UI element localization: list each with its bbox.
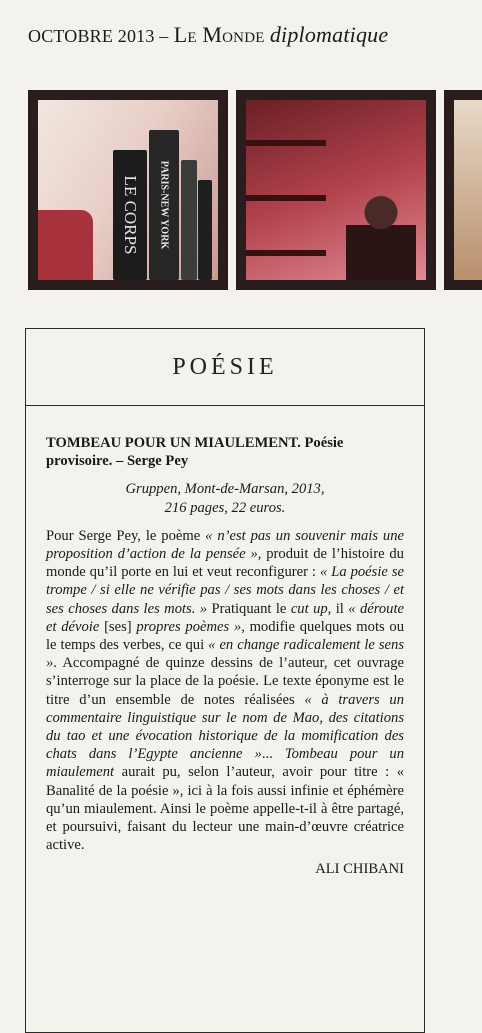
review-body	[26, 406, 424, 879]
photo-partial-image	[454, 100, 482, 280]
publication-info-line2: 216 pages, 22 euros.	[164, 499, 286, 516]
book-paris-new-york	[149, 130, 179, 280]
review-quote: « à travers un commentaire linguistique sur le nom de Mao, des citations du tao et une évocation historique de la momification des chats dans l’Egypte ancienne »	[46, 691, 404, 763]
publication-name: Le Monde	[173, 22, 265, 47]
review-segment: , modifie quelques mots ou le temps des verbes, ce qui	[46, 618, 404, 654]
review-segment: aurait pu, selon l’auteur, avoir pour titre : « Banalité de la poésie », ici à la fois aussi infinie et éphémère qu’un miaulement. Ainsi le poème appelle-t-il à être partagé, et poursuivi, faisant du lecteur une main-d’œuvre créatrice active.	[46, 764, 404, 854]
review-quote: « déroute et dévoie	[46, 600, 404, 635]
photo-partial	[444, 90, 482, 290]
review-quote: « n’est pas un souvenir mais une proposition d’action de la pensée »	[46, 527, 404, 563]
photo-person	[346, 190, 416, 280]
photo-shelf-image	[246, 100, 426, 280]
book-spine-title-2: PARIS-NEW YORK	[158, 160, 170, 250]
shelf	[246, 250, 326, 256]
book-le-corps	[113, 150, 147, 280]
book-title: TOMBEAU POUR UN MIAULEMENT. Poésie provisoire. – Serge Pey	[46, 435, 344, 470]
review-segment: Pratiquant le	[207, 600, 291, 617]
review-quote: propres poèmes »	[136, 618, 242, 635]
review-segment: , produit de l’histoire du monde qu’il porte en lui et veut reconfigurer :	[46, 546, 404, 581]
review-author: ALI CHIBANI	[315, 861, 404, 878]
photo-books-image	[38, 100, 218, 280]
book-spine-title-1: LE CORPS	[121, 175, 140, 255]
book-spine	[198, 180, 212, 280]
publication-info-line1: Gruppen, Mont-de-Marsan, 2013,	[125, 481, 325, 498]
review-quote: « La poésie se trompe / si elle ne vérifie pas / ses mots dans les choses / et ses choses dans les mots. »	[46, 564, 404, 617]
issue-date: OCTOBRE 2013 –	[28, 26, 169, 46]
review-segment: . Accompagné de quinze dessins de l’auteur, cet ouvrage s’interroge sur la place de la poésie. Le texte éponyme est le titre d’un ensemble de notes réalisées	[46, 655, 404, 708]
section-header	[26, 329, 424, 406]
section-title: POÉSIE	[172, 353, 278, 380]
photo-books	[28, 90, 228, 290]
review-text	[46, 527, 404, 855]
review-segment: , il	[327, 600, 349, 617]
publication-name-italic: diplomatique	[269, 22, 389, 47]
review-quote: cut up	[290, 600, 328, 617]
review-box	[25, 328, 425, 1033]
book-spine	[181, 160, 197, 280]
photo-strip	[28, 90, 482, 290]
review-quote: « en change radicalement le sens »	[46, 637, 405, 672]
review-segment: ...	[261, 746, 285, 763]
photo-shelf-reader	[236, 90, 436, 290]
review-segment: Pour Serge Pey, le poème	[46, 527, 206, 544]
shelf	[246, 140, 326, 146]
review-quote: Tombeau pour un miaulement	[46, 746, 405, 781]
page-header	[28, 22, 388, 48]
publication-info	[46, 480, 404, 516]
review-segment: [ses]	[99, 618, 137, 635]
shelf	[246, 195, 326, 201]
photo-sofa	[38, 210, 93, 280]
